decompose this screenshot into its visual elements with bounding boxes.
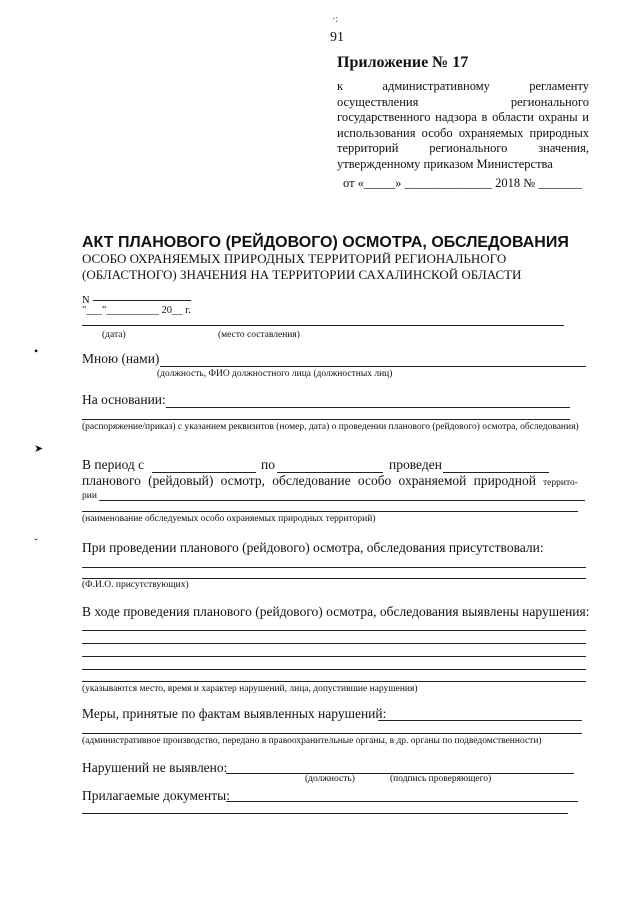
attached-line-2[interactable] <box>82 813 568 814</box>
basis-label: На основании: <box>82 392 166 407</box>
violations-line-1[interactable] <box>82 630 586 631</box>
measures-label: Меры, принятые по фактам выявленных нарушений: <box>82 706 387 721</box>
attached-line-1[interactable] <box>226 801 578 802</box>
measures-line-1[interactable] <box>378 720 582 721</box>
period-word-6: охраняемой <box>398 473 467 488</box>
basis-caption: (распоряжение/приказ) с указанием реквизитов (номер, дата) о проведении планового (рейдового) осмотра, обследования) <box>82 422 579 432</box>
period-word-2: (рейдовый) <box>148 473 214 488</box>
position-caption: (должность) <box>305 774 355 784</box>
period-line <box>82 473 536 489</box>
present-line-1[interactable] <box>82 567 586 568</box>
signature-caption: (подпись проверяющего) <box>390 774 492 784</box>
date-caption: (дата) <box>102 330 126 340</box>
appendix-text: к административному регламенту осуществления регионального государственного надзора в области охраны и использования особо охраняемых природных территорий регионального значения, утвержденному приказом Министерства <box>337 79 589 171</box>
violations-line-4[interactable] <box>82 669 586 670</box>
period-line2: рии <box>82 491 97 501</box>
measures-line-2[interactable] <box>82 733 582 734</box>
no-violations-label: Нарушений не выявлено: <box>82 760 228 775</box>
appendix-title: Приложение № 17 <box>337 54 469 71</box>
period-line-end: террито- <box>543 478 578 488</box>
territory-line-2[interactable] <box>82 511 578 512</box>
margin-arrow-mark: ➤ <box>34 443 44 455</box>
violations-line-3[interactable] <box>82 656 586 657</box>
order-date-line: от «_____» ______________ 2018 № _______ <box>343 176 583 190</box>
period-conducted-label: проведен <box>389 457 442 472</box>
violations-caption: (указываются место, время и характер нарушений, лица, допустившие нарушения) <box>82 684 418 694</box>
period-to-label: по <box>261 457 275 472</box>
number-line[interactable] <box>93 300 191 301</box>
page-number: 91 <box>330 30 344 45</box>
act-title: АКТ ПЛАНОВОГО (РЕЙДОВОГО) ОСМОТРА, ОБСЛЕДОВАНИЯ <box>82 234 569 251</box>
violations-label: В ходе проведения планового (рейдового) осмотра, обследования выявлены нарушения: <box>82 604 590 619</box>
measures-caption: (административное производство, передано в правоохранительные органы, в др. органы по подведомственности) <box>82 736 542 746</box>
date-place-line[interactable] <box>82 325 564 326</box>
number-label: N <box>82 295 90 306</box>
place-caption: (место составления) <box>218 330 300 340</box>
period-word-4: обследование <box>272 473 351 488</box>
by-me-caption: (должность, ФИО должностного лица (должностных лиц) <box>157 369 393 379</box>
territory-line-1[interactable] <box>99 500 585 501</box>
period-word-7: природной <box>473 473 536 488</box>
period-word-3: осмотр, <box>220 473 265 488</box>
territory-caption: (наименование обследуемых особо охраняемых природных территорий) <box>82 514 376 524</box>
violations-line-5[interactable] <box>82 681 586 682</box>
act-subtitle: ОСОБО ОХРАНЯЕМЫХ ПРИРОДНЫХ ТЕРРИТОРИЙ РЕГИОНАЛЬНОГО (ОБЛАСТНОГО) ЗНАЧЕНИЯ НА ТЕРРИТОРИИ САХАЛИНСКОЙ ОБЛАСТИ <box>82 251 522 282</box>
present-line-2[interactable] <box>82 578 586 579</box>
period-word-1: планового <box>82 473 141 488</box>
violations-line-2[interactable] <box>82 643 586 644</box>
by-me-line[interactable] <box>160 366 586 367</box>
period-word-5: особо <box>357 473 392 488</box>
present-caption: (Ф.И.О. присутствующих) <box>82 580 189 590</box>
scan-mark: ·: <box>332 14 339 25</box>
basis-line-2[interactable] <box>82 419 570 420</box>
date-template: "___"__________ 20__ г. <box>82 305 191 316</box>
margin-dot-mark: • <box>34 344 39 358</box>
basis-line-1[interactable] <box>166 407 570 408</box>
attached-label: Прилагаемые документы: <box>82 788 230 803</box>
margin-check-mark: ˇ <box>34 537 38 549</box>
by-me-label: Мною (нами) <box>82 351 160 366</box>
present-label: При проведении планового (рейдового) осмотра, обследования присутствовали: <box>82 540 544 555</box>
period-from-label: В период с <box>82 457 145 472</box>
